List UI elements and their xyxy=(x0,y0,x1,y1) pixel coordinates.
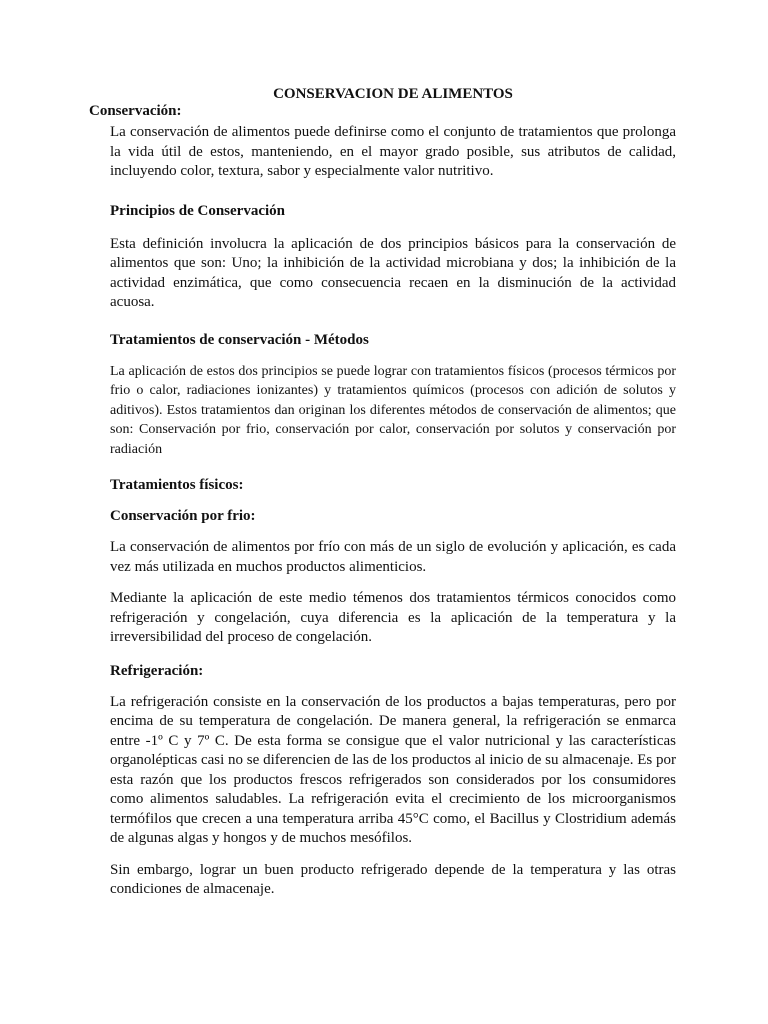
paragraph-frio-1: La conservación de alimentos por frío con más de un siglo de evolución y aplicación, es cada vez más utilizada en muchos productos alimenticios. xyxy=(110,539,676,575)
document-body xyxy=(110,123,676,900)
heading-refrigeracion: Refrigeración: xyxy=(110,662,204,679)
heading-tratamientos-fisicos: Tratamientos físicos: xyxy=(110,477,244,493)
paragraph-refrigeracion-1: La refrigeración consiste en la conservación de los productos a bajas temperaturas, pero por encima de su temperatura de congelación. De manera general, la refrigeración se enmarca entre -1º C y 7º C. De esta forma se consigue que el valor nutricional y las características organolépticas casi no se diferencien de las de los productos al inicio de su almacenaje. Es por esta razón que los productos frescos refrigerados son considerados por los consumidores como alimentos saludables. La refrigeración evita el crecimiento de los microorganismos termófilos que crecen a una temperatura arriba 45°C como, el Bacillus y Clostridium además de algunas algas y hongos y de muchos mesófilos. xyxy=(110,693,676,846)
paragraph-metodos: La aplicación de estos dos principios se puede lograr con tratamientos físicos (procesos térmicos por frio o calor, radiaciones ionizantes) y tratamientos químicos (procesos con adición de solutos y aditivos). Estos tratamientos dan originan los diferentes métodos de conservación de alimentos; que son: Conservación por frio, conservación por calor, conservación por solutos y conservación por radiación xyxy=(110,363,676,457)
paragraph-principios: Esta definición involucra la aplicación de dos principios básicos para la conservación de alimentos que son: Uno; la inhibición de la actividad microbiana y dos; la inhibición de la actividad enzimática, que como consecuencia recaen en la disminución de la actividad acuosa. xyxy=(110,235,676,310)
paragraph-intro: La conservación de alimentos puede definirse como el conjunto de tratamientos que prolonga la vida útil de estos, manteniendo, en el mayor grado posible, sus atributos de calidad, incluyendo color, textura, sabor y especialmente valor nutritivo. xyxy=(110,124,676,179)
heading-principios: Principios de Conservación xyxy=(110,202,285,219)
heading-conservacion-frio: Conservación por frio: xyxy=(110,508,256,524)
paragraph-refrigeracion-2: Sin embargo, lograr un buen producto refrigerado depende de la temperatura y las otras condiciones de almacenaje. xyxy=(110,861,676,897)
document-title: CONSERVACION DE ALIMENTOS xyxy=(273,86,513,102)
section-heading-conservacion: Conservación: xyxy=(89,103,182,119)
heading-metodos: Tratamientos de conservación - Métodos xyxy=(110,331,369,348)
paragraph-frio-2: Mediante la aplicación de este medio témenos dos tratamientos térmicos conocidos como refrigeración y congelación, cuya diferencia es la aplicación de la temperatura y la irreversibilidad del proceso de congelación. xyxy=(110,590,676,645)
